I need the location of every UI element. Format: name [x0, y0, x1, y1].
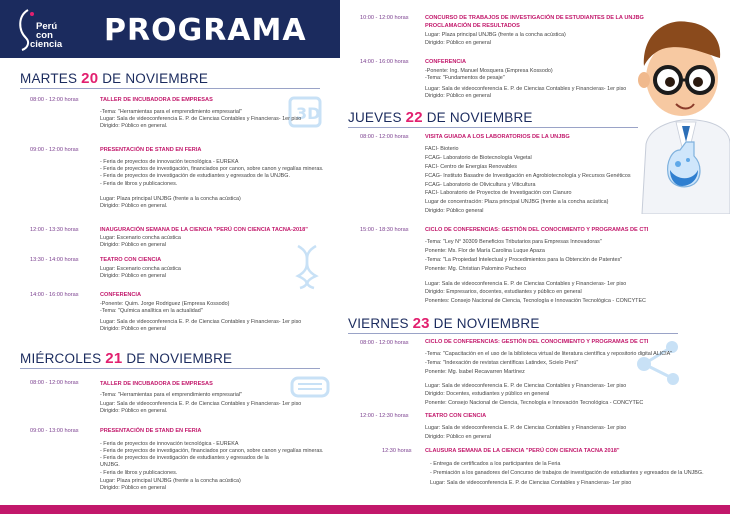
logo-text-peru: Perú	[36, 21, 58, 32]
event-detail: - Premiación a los ganadores del Concurso de trabajos de investigación de estudiantes y egresados de la UNJBG.	[430, 470, 704, 476]
event-title: TEATRO CON CIENCIA	[100, 257, 162, 263]
event-detail: - Entrega de certificados a los participantes de la Feria	[430, 461, 561, 467]
event-title: TEATRO CON CIENCIA	[425, 413, 487, 419]
event-detail: Lugar: Sala de videoconferencia E. P. de Ciencias Contables y Financieras- 1er piso	[425, 281, 627, 287]
event-title: INAUGURACIÓN SEMANA DE LA CIENCIA "PERÚ CON CIENCIA TACNA-2018"	[100, 227, 308, 233]
event-detail: FACI- Laboratorio de Proyectos de Investigación con Cianuro	[425, 190, 572, 196]
event-detail: - Feria de proyectos de innovación tecnológica - EUREKA	[100, 159, 239, 165]
event-detail: Dirigido: Público general	[425, 208, 484, 214]
event-title: CONFERENCIA	[100, 292, 142, 298]
event-detail: Lugar: Sala de videoconferencia E. P. de Ciencias Contables y Financieras- 1er piso	[100, 319, 302, 325]
event-detail: Dirigido: Público en general	[425, 93, 491, 99]
day-name: VIERNES	[348, 316, 409, 331]
event-detail: Ponente: Consejo Nacional de Ciencia, Tecnología e Innovación Tecnológica - CONCYTEC	[425, 400, 644, 406]
event-title: CONFERENCIA	[425, 59, 467, 65]
event-detail: Lugar: Sala de videoconferencia E. P. de Ciencias Contables y Financieras- 1er piso	[100, 401, 302, 407]
event-detail: - Feria de proyectos de investigación, financiados por canon, sobre canon y regalías mineras.	[100, 166, 324, 172]
event-title: CICLO DE CONFERENCIAS: GESTIÓN DEL CONOCIMIENTO Y PROGRAMAS DE CTI	[425, 339, 649, 345]
event-detail: Dirigido: Público en general	[100, 273, 166, 279]
event-detail: Ponentes: Consejo Nacional de Ciencia, Tecnología e Innovación Tecnológica - CONCYTEC	[425, 298, 646, 304]
divider	[348, 333, 678, 334]
peru-con-ciencia-logo	[14, 8, 84, 52]
event-time: 12:00 - 13:30 horas	[30, 227, 79, 233]
day-heading-tuesday	[20, 70, 208, 87]
event-detail: Dirigido: Público en general.	[100, 123, 168, 129]
event-subtitle: PROCLAMACIÓN DE RESULTADOS	[425, 23, 520, 29]
day-number: 22	[405, 109, 423, 126]
event-detail: - Feria de proyectos de investigación de estudiantes y egresados de la UNJBG.	[100, 173, 290, 179]
event-detail: FCAG- Laboratorio de Biotecnología Vegetal	[425, 155, 532, 161]
event-detail: -Tema: "Química analítica en la actualidad"	[100, 308, 203, 314]
event-detail: Lugar: Sala de videoconferencia E. P. de Ciencias Contables y Financieras- 1er piso	[100, 116, 302, 122]
event-time: 15:00 - 18:30 horas	[360, 227, 409, 233]
svg-text:3D: 3D	[296, 104, 321, 123]
event-title: TALLER DE INCUBADORA DE EMPRESAS	[100, 97, 213, 103]
event-detail: - Feria de proyectos de investigación, financiados por canon, sobre canon y regalías mineras.	[100, 448, 324, 454]
logo-text-con: con	[36, 30, 53, 41]
day-number: 21	[105, 350, 123, 367]
day-month: DE NOVIEMBRE	[426, 110, 533, 125]
event-detail: Lugar: Sala de videoconferencia E. P. de Ciencias Contables y Financieras- 1er piso	[425, 383, 627, 389]
event-time: 13:30 - 14:00 horas	[30, 257, 79, 263]
day-month: DE NOVIEMBRE	[126, 351, 233, 366]
footer-bar	[0, 505, 730, 514]
event-detail: -Tema: "Ley N° 30309 Beneficios Tributarios para Empresas Innovadoras"	[425, 239, 602, 245]
event-time: 12:30 horas	[382, 448, 412, 454]
event-detail: Dirigido: Público en general	[425, 434, 491, 440]
event-title: VISITA GUIADA A LOS LABORATORIOS DE LA UNJBG	[425, 134, 570, 140]
divider	[20, 368, 320, 369]
event-detail: - Feria de libros y publicaciones.	[100, 470, 178, 476]
vr-headset-icon	[288, 370, 332, 404]
event-detail: - Feria de libros y publicaciones.	[100, 181, 178, 187]
day-heading-thursday	[348, 109, 533, 126]
day-heading-wednesday	[20, 350, 232, 367]
event-detail: -Tema: "Indexación de revistas científicas Latindex, Scielo Perú"	[425, 360, 579, 366]
page-title: PROGRAMA	[104, 13, 307, 48]
event-detail: Lugar: Escenario concha acústica	[100, 235, 181, 241]
event-detail: -Tema: "Herramientas para el emprendimiento empresarial"	[100, 392, 242, 398]
event-time: 09:00 - 13:00 horas	[30, 428, 79, 434]
event-detail: Ponente: Ms. Flor de María Carolina Luque Apaza	[425, 248, 545, 254]
event-detail: Lugar: Sala de videoconferencia E. P. de Ciencias Contables y Financieras- 1er piso	[425, 86, 627, 92]
day-heading-friday	[348, 315, 540, 332]
event-detail: Dirigido: Público en general	[425, 40, 491, 46]
event-detail: Dirigido: Público en general.	[100, 408, 168, 414]
event-detail: Lugar: Escenario concha acústica	[100, 266, 181, 272]
event-detail: Lugar: Plaza principal UNJBG (frente a la concha acústica)	[100, 196, 241, 202]
event-title: PRESENTACIÓN DE STAND EN FERIA	[100, 428, 202, 434]
divider	[348, 127, 638, 128]
event-time: 09:00 - 12:00 horas	[30, 147, 79, 153]
day-month: DE NOVIEMBRE	[433, 316, 540, 331]
event-title: CLAUSURA SEMANA DE LA CIENCIA "PERÚ CON CIENCIA TACNA 2018"	[425, 448, 620, 454]
day-name: JUEVES	[348, 110, 402, 125]
event-time: 08:00 - 12:00 horas	[30, 380, 79, 386]
event-detail: Dirigido: Público en general	[100, 485, 166, 491]
event-title: CONCURSO DE TRABAJOS DE INVESTIGACIÓN DE ESTUDIANTES DE LA UNJBG	[425, 15, 644, 21]
event-detail: Ponente: Mg. Isabel Recavarren Martínez	[425, 369, 525, 375]
event-detail: Lugar: Sala de videoconferencia E. P. de Ciencias Contables y Financieras- 1er piso	[430, 480, 632, 486]
event-time: 08:00 - 12:00 horas	[360, 134, 409, 140]
event-time: 10:00 - 12:00 horas	[360, 15, 409, 21]
event-detail: FCAG- Instituto Basadre de Investigación en Agrobiotecnología y Recursos Genéticos	[425, 173, 631, 179]
event-detail: Lugar de concentración: Plaza principal UNJBG (frente a la concha acústica)	[425, 199, 609, 205]
event-detail: UNJBG.	[100, 462, 120, 468]
divider	[20, 88, 320, 89]
scientist-illustration	[636, 14, 730, 214]
event-detail: -Tema: "Herramientas para el emprendimiento empresarial"	[100, 109, 242, 115]
event-time: 14:00 - 16:00 horas	[30, 292, 79, 298]
dna-icon	[292, 244, 322, 290]
event-time: 08:00 - 12:00 horas	[360, 340, 409, 346]
event-detail: Dirigido: Empresarios, docentes, estudiantes y público en general	[425, 289, 582, 295]
event-detail: Lugar: Plaza principal UNJBG (frente a la concha acústica)	[425, 32, 566, 38]
event-detail: Ponente: Mg. Christian Palomino Pacheco	[425, 266, 527, 272]
event-detail: - Feria de proyectos de investigación de estudiantes y egresados de la	[100, 455, 269, 461]
3d-cube-icon	[286, 92, 326, 132]
event-title: CICLO DE CONFERENCIAS: GESTIÓN DEL CONOCIMIENTO Y PROGRAMAS DE CTI	[425, 227, 649, 233]
day-name: MIÉRCOLES	[20, 351, 102, 366]
logo-text-ciencia: ciencia	[30, 39, 63, 50]
event-detail: -Ponente: Quim. Jorge Rodriguez (Empresa Kossodo)	[100, 301, 230, 307]
event-detail: Dirigido: Público en general.	[100, 203, 168, 209]
event-title: PRESENTACIÓN DE STAND EN FERIA	[100, 147, 202, 153]
event-detail: Lugar: Plaza principal UNJBG (frente a la concha acústica)	[100, 478, 241, 484]
event-detail: Dirigido: Público en general	[100, 326, 166, 332]
event-detail: -Tema: "Fundamentos de pesaje"	[425, 75, 505, 81]
event-detail: Dirigido: Público en general	[100, 242, 166, 248]
event-time: 14:00 - 16:00 horas	[360, 59, 409, 65]
event-detail: - Feria de proyectos de innovación tecnológica - EUREKA	[100, 441, 239, 447]
day-number: 20	[81, 70, 99, 87]
event-detail: -Tema: "Capacitación en el uso de la biblioteca virtual de literatura científica y repositorio digital ALICIA"	[425, 351, 673, 357]
day-name: MARTES	[20, 71, 78, 86]
event-detail: FACI- Centro de Energías Renovables	[425, 164, 517, 170]
event-detail: FCAG- Laboratorio de Olivicultura y Viticultura	[425, 182, 536, 188]
share-network-icon	[632, 338, 684, 388]
event-time: 12:00 - 12:30 horas	[360, 413, 409, 419]
event-detail: Lugar: Sala de videoconferencia E. P. de Ciencias Contables y Financieras- 1er piso	[425, 425, 627, 431]
event-detail: -Ponente: Ing. Manuel Mosquera (Empresa Kossodo)	[425, 68, 553, 74]
event-detail: Dirigido: Docentes, estudiantes y público en general	[425, 391, 550, 397]
event-detail: FACI- Bioterio	[425, 146, 459, 152]
day-month: DE NOVIEMBRE	[102, 71, 209, 86]
event-detail: -Tema: "La Propiedad Intelectual y Procedimientos para la Obtención de Patentes"	[425, 257, 623, 263]
event-title: TALLER DE INCUBADORA DE EMPRESAS	[100, 381, 213, 387]
event-time: 08:00 - 12:00 horas	[30, 97, 79, 103]
day-number: 23	[412, 315, 430, 332]
